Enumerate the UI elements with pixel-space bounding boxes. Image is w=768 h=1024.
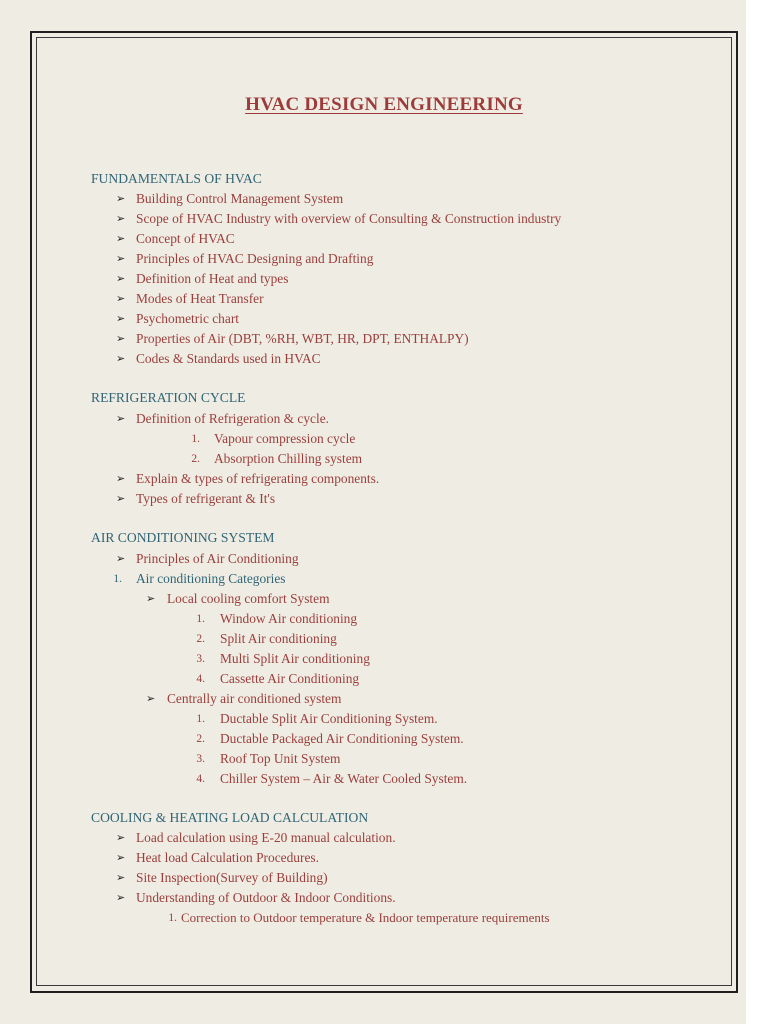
list-number: 1.	[196, 713, 205, 725]
list-item: Definition of Heat and types	[136, 271, 289, 286]
list-item: Heat load Calculation Procedures.	[136, 850, 319, 865]
list-number: 1.	[168, 912, 177, 924]
list-item: Explain & types of refrigerating components.	[136, 471, 380, 486]
list-number: 3.	[196, 653, 205, 665]
list-item: Scope of HVAC Industry with overview of Consulting & Construction industry	[136, 211, 562, 226]
arrow-bullet-icon: ➢	[116, 233, 126, 245]
arrow-bullet-icon: ➢	[146, 693, 156, 705]
arrow-bullet-icon: ➢	[146, 593, 156, 605]
arrow-bullet-icon: ➢	[116, 273, 126, 285]
list-item: Split Air conditioning	[220, 631, 337, 646]
arrow-bullet-icon: ➢	[116, 413, 126, 425]
list-item: Absorption Chilling system	[214, 451, 363, 466]
section-heading-fundamentals: FUNDAMENTALS OF HVAC	[91, 171, 262, 186]
list-item: Vapour compression cycle	[214, 431, 356, 446]
list-item: Multi Split Air conditioning	[220, 651, 370, 666]
list-item: Definition of Refrigeration & cycle.	[136, 411, 329, 426]
arrow-bullet-icon: ➢	[116, 293, 126, 305]
arrow-bullet-icon: ➢	[116, 473, 126, 485]
section-heading-refrigeration: REFRIGERATION CYCLE	[91, 390, 246, 405]
list-item: Ductable Packaged Air Conditioning System.	[220, 731, 464, 746]
list-number: 4.	[196, 773, 205, 785]
arrow-bullet-icon: ➢	[116, 892, 126, 904]
list-item: Principles of Air Conditioning	[136, 551, 299, 566]
list-number: 2.	[191, 453, 200, 465]
list-item: Roof Top Unit System	[220, 751, 341, 766]
list-number: 2.	[196, 633, 205, 645]
list-number: 3.	[196, 753, 205, 765]
document-title: HVAC DESIGN ENGINEERING	[245, 94, 523, 115]
list-number: 2.	[196, 733, 205, 745]
list-item: Chiller System – Air & Water Cooled System.	[220, 771, 468, 786]
page-edge	[746, 0, 768, 1024]
section-heading-air-conditioning: AIR CONDITIONING SYSTEM	[91, 530, 275, 545]
arrow-bullet-icon: ➢	[116, 353, 126, 365]
list-number: 1.	[191, 433, 200, 445]
list-item: Window Air conditioning	[220, 611, 358, 626]
list-number: 1.	[113, 573, 122, 585]
list-item: Types of refrigerant & It's	[136, 491, 276, 506]
subsection-heading-categories: Air conditioning Categories	[136, 571, 286, 586]
list-item: Site Inspection(Survey of Building)	[136, 870, 328, 885]
arrow-bullet-icon: ➢	[116, 333, 126, 345]
list-item: Cassette Air Conditioning	[220, 671, 360, 686]
arrow-bullet-icon: ➢	[116, 213, 126, 225]
list-item: Codes & Standards used in HVAC	[136, 351, 321, 366]
list-item: Psychometric chart	[136, 311, 239, 326]
arrow-bullet-icon: ➢	[116, 193, 126, 205]
list-item: Load calculation using E-20 manual calculation.	[136, 830, 396, 845]
list-item: Understanding of Outdoor & Indoor Conditions.	[136, 890, 396, 905]
arrow-bullet-icon: ➢	[116, 852, 126, 864]
list-item: Local cooling comfort System	[167, 591, 330, 606]
list-item: Correction to Outdoor temperature & Indoor temperature requirements	[181, 910, 550, 925]
list-item: Modes of Heat Transfer	[136, 291, 264, 306]
section-heading-load-calculation: COOLING & HEATING LOAD CALCULATION	[91, 810, 369, 825]
list-item: Ductable Split Air Conditioning System.	[220, 711, 438, 726]
arrow-bullet-icon: ➢	[116, 253, 126, 265]
arrow-bullet-icon: ➢	[116, 313, 126, 325]
list-item: Properties of Air (DBT, %RH, WBT, HR, DPT, ENTHALPY)	[136, 331, 469, 346]
list-item: Concept of HVAC	[136, 231, 235, 246]
list-item: Building Control Management System	[136, 191, 344, 206]
list-item: Principles of HVAC Designing and Drafting	[136, 251, 374, 266]
list-item: Centrally air conditioned system	[167, 691, 342, 706]
list-number: 4.	[196, 673, 205, 685]
list-number: 1.	[196, 613, 205, 625]
arrow-bullet-icon: ➢	[116, 553, 126, 565]
arrow-bullet-icon: ➢	[116, 493, 126, 505]
arrow-bullet-icon: ➢	[116, 872, 126, 884]
arrow-bullet-icon: ➢	[116, 832, 126, 844]
